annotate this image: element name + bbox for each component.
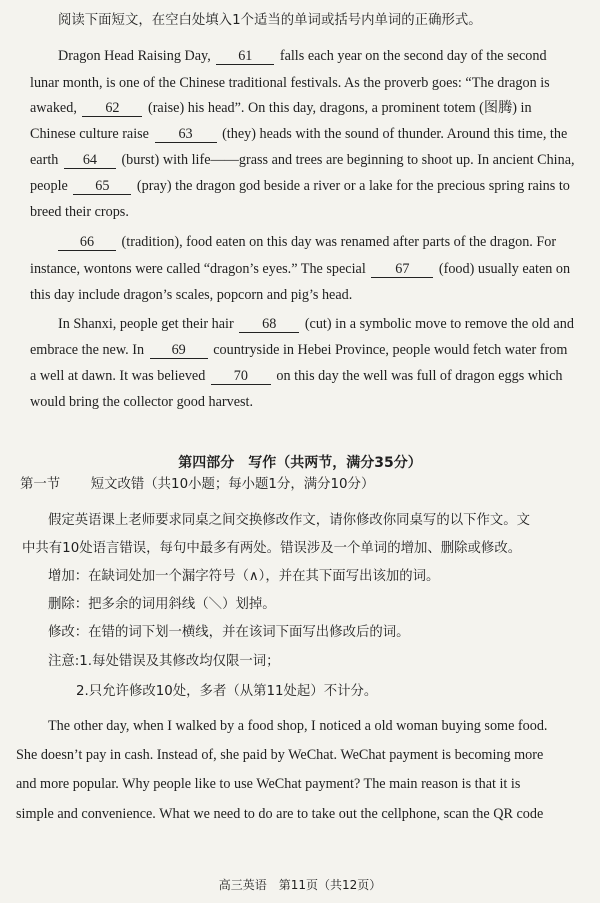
passage-text: (food) usually eaten on — [438, 261, 571, 277]
passage-text: falls each year on the second day of the second — [279, 48, 547, 64]
instruction-modify: 修改：在错的词下划一横线，并在该词下面写出修改后的词。 — [48, 625, 410, 640]
passage-text: (pray) the dragon god beside a river or a lake for the precious spring rains to — [136, 178, 570, 194]
page-footer: 高三英语 第11页（共12页） — [218, 878, 382, 892]
passage-line — [30, 365, 578, 387]
instruction-line: 中共有10处语言错误，每句中最多有两处。错误涉及一个单词的增加、删除或修改。 — [22, 541, 522, 556]
instruction-delete: 删除：把多余的词用斜线（＼）划掉。 — [48, 597, 276, 612]
passage-line — [58, 313, 578, 335]
passage-line — [30, 123, 578, 145]
passage-text: (tradition), food eaten on this day was renamed after parts of the dragon. For — [121, 234, 557, 250]
passage-text: people — [30, 178, 68, 194]
blank-63[interactable]: 63 — [155, 126, 217, 143]
passage-text: a well at dawn. It was believed — [30, 368, 206, 384]
subsection-title: 短文改错（共10小题；每小题1分，满分10分） — [90, 477, 375, 492]
passage-text: In Shanxi, people get their hair — [58, 316, 234, 332]
passage-text: on this day the well was full of dragon eggs which — [276, 368, 563, 384]
instruction-line: 假定英语课上老师要求同桌之间交换修改作文，请你修改你同桌写的以下作文。文 — [48, 513, 531, 528]
passage-line — [56, 231, 578, 253]
passage-text: countryside in Hebei Province, people would fetch water from — [213, 342, 568, 358]
passage-text: (they) heads with the sound of thunder. Around this time, the — [222, 126, 568, 142]
passage-text: (cut) in a symbolic move to remove the old and — [304, 316, 574, 332]
note-2: 2.只允许修改10处，多者（从第11处起）不计分。 — [76, 684, 378, 699]
subsection-header — [20, 474, 580, 496]
blank-69[interactable]: 69 — [150, 342, 208, 359]
instruction-add: 增加：在缺词处加一个漏字符号（∧），并在其下面写出该加的词。 — [48, 569, 440, 584]
passage-line — [58, 45, 578, 67]
blank-68[interactable]: 68 — [239, 316, 299, 333]
passage-text: instance, wontons were called “dragon’s eyes.” The special — [30, 261, 366, 277]
passage-text: (raise) his head”. On this day, dragons, a prominent totem (图腾) in — [147, 100, 532, 116]
passage-line: lunar month, is one of the Chinese traditional festivals. As the proverb goes: “The dragon is — [30, 75, 550, 91]
passage-line — [30, 175, 578, 197]
passage-text: awaked, — [30, 100, 77, 116]
passage-text: embrace the new. In — [30, 342, 145, 358]
passage-line: this day include dragon’s scales, popcorn and pig’s head. — [30, 287, 353, 303]
blank-70[interactable]: 70 — [211, 368, 271, 385]
essay-line: She doesn’t pay in cash. Instead of, she paid by WeChat. WeChat payment is becoming more — [16, 747, 544, 763]
section-title: 第四部分 写作（共两节，满分35分） — [178, 455, 422, 471]
blank-62[interactable]: 62 — [82, 100, 142, 117]
essay-line: simple and convenience. What we need to do are to take out the cellphone, scan the QR code — [16, 806, 544, 822]
passage-line — [30, 149, 578, 171]
passage-line — [30, 258, 578, 280]
essay-line: The other day, when I walked by a food shop, I noticed a old woman buying some food. — [48, 718, 548, 734]
passage-line — [30, 339, 578, 361]
blank-61[interactable]: 61 — [216, 48, 274, 65]
passage-text: (burst) with life——grass and trees are beginning to shoot up. In ancient China, — [121, 152, 575, 168]
note-1: 注意:1.每处错误及其修改均仅限一词； — [48, 654, 280, 669]
blank-65[interactable]: 65 — [73, 178, 131, 195]
passage-text: earth — [30, 152, 59, 168]
passage-text: Chinese culture raise — [30, 126, 149, 142]
passage-line: breed their crops. — [30, 204, 129, 220]
blank-64[interactable]: 64 — [64, 152, 116, 169]
passage-line — [30, 97, 578, 119]
blank-67[interactable]: 67 — [371, 261, 433, 278]
blank-66[interactable]: 66 — [58, 234, 116, 251]
essay-line: and more popular. Why people like to use WeChat payment? The main reason is that it is — [16, 776, 521, 792]
subsection-label: 第一节 — [20, 477, 61, 492]
passage-line: would bring the collector good harvest. — [30, 394, 254, 410]
cloze-instruction: 阅读下面短文，在空白处填入1个适当的单词或括号内单词的正确形式。 — [58, 13, 482, 28]
passage-text: Dragon Head Raising Day, — [58, 48, 211, 64]
